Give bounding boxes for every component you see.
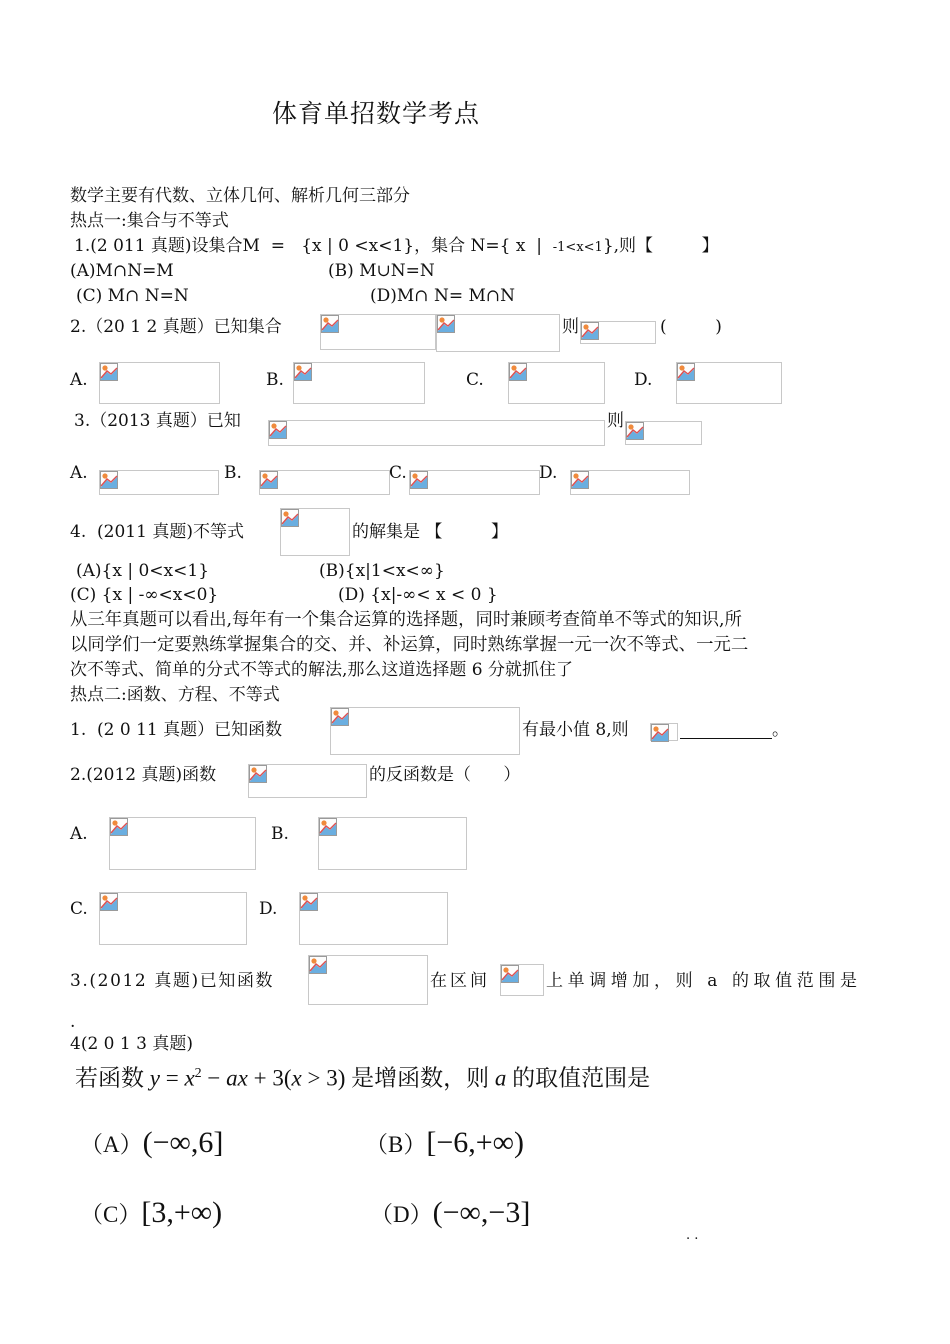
image-placeholder-icon <box>320 314 436 350</box>
image-placeholder-icon <box>99 362 220 404</box>
image-placeholder-icon <box>280 508 350 556</box>
image-placeholder-icon <box>259 470 390 495</box>
footer-dots: . . <box>686 1228 699 1243</box>
image-placeholder-icon <box>268 420 605 446</box>
image-placeholder-icon <box>580 321 656 344</box>
h1-q4-tail: 的解集是 【 】 <box>352 522 509 542</box>
image-placeholder-icon <box>99 470 219 495</box>
image-placeholder-icon <box>293 362 425 404</box>
h2-q3-tail: 上单调增加，则 a 的取值范围是 <box>546 971 862 991</box>
h2-q2-label-a: A. <box>70 824 88 844</box>
image-placeholder-icon <box>318 817 467 870</box>
image-placeholder-icon <box>248 764 367 798</box>
h1-q4-option-a: (A){x | 0<x<1} <box>76 561 210 581</box>
h2-q3-mid: 在区间 <box>430 971 490 991</box>
h2-q4-option-d: （D）(−∞,−3] <box>370 1196 531 1229</box>
h1-q2-label-a: A. <box>70 370 88 390</box>
h2-q2-label-d: D. <box>259 899 278 919</box>
h1-q1-stem: 1.(2 011 真题)设集合M = {x | 0 <x<1}，集合 N={ x | -1<x<1},则【 】 <box>74 236 719 256</box>
image-placeholder-icon <box>109 817 256 870</box>
image-placeholder-icon <box>308 955 428 1005</box>
image-placeholder-icon <box>299 892 448 945</box>
h2-q2-stem: 2.(2012 真题)函数 <box>70 765 217 785</box>
h1-q3-stem: 3.（2013 真题）已知 <box>74 411 241 431</box>
h1-q3-label-d: D. <box>539 463 558 483</box>
h1-q1-option-d: (D)M∩ N= M∩N <box>370 286 515 306</box>
h2-q2-tail: 的反函数是（ ） <box>369 765 521 785</box>
h1-q4-stem: 4. (2011 真题)不等式 <box>70 522 244 542</box>
h2-q1-mid: 有最小值 8,则 <box>522 720 629 740</box>
summary-line-2: 以同学们一定要熟练掌握集合的交、并、补运算，同时熟练掌握一元一次不等式、一元二 <box>70 635 749 655</box>
h1-q4-option-b: (B){x|1<x<∞} <box>319 561 445 581</box>
summary-line-3: 次不等式、简单的分式不等式的解法,那么这道选择题 6 分就抓住了 <box>70 660 574 680</box>
image-placeholder-icon <box>436 314 560 352</box>
h1-q3-label-a: A. <box>70 463 88 483</box>
h1-q3-then: 则 <box>607 411 624 431</box>
h1-q4-option-c: (C) {x | -∞<x<0} <box>70 585 219 605</box>
h1-q1-option-b: (B) M∪N=N <box>328 261 435 281</box>
h1-q2-then: 则 <box>562 317 579 337</box>
hotspot-2-heading: 热点二:函数、方程、不等式 <box>70 685 280 705</box>
image-placeholder-icon <box>99 892 247 945</box>
summary-line-1: 从三年真题可以看出,每年有一个集合运算的选择题，同时兼顾考查简单不等式的知识,所 <box>70 610 742 630</box>
h1-q2-label-b: B. <box>266 370 284 390</box>
h2-q4-stem: 若函数 $y = x^2$ − ax + 3(x > 3) 是增函数，则 a 的取值范围是 <box>75 1065 651 1091</box>
h2-q4-label: 4(2 0 1 3 真题) <box>70 1034 193 1054</box>
h1-q2-paren: ( ) <box>660 317 722 337</box>
h2-q4-option-a: （A）(−∞,6] <box>80 1126 224 1159</box>
image-placeholder-icon <box>500 964 544 996</box>
image-placeholder-icon <box>676 362 782 404</box>
image-placeholder-icon <box>625 421 702 445</box>
h1-q3-label-b: B. <box>224 463 242 483</box>
image-placeholder-icon <box>330 707 520 755</box>
page-title: 体育单招数学考点 <box>272 99 481 128</box>
h1-q2-label-d: D. <box>634 370 653 390</box>
h1-q2-stem: 2.（20 1 2 真题）已知集合 <box>70 317 282 337</box>
image-placeholder-icon <box>570 470 690 495</box>
h2-q3-stem: 3.(2012 真题)已知函数 <box>70 971 275 991</box>
h2-q4-option-b: （B）[−6,+∞) <box>365 1126 525 1159</box>
image-placeholder-icon <box>508 362 605 404</box>
h2-q1-stem: 1. (2 0 11 真题）已知函数 <box>70 720 283 740</box>
h1-q1-option-c: (C) M∩ N=N <box>76 286 189 306</box>
hotspot-1-heading: 热点一:集合与不等式 <box>70 211 229 231</box>
h1-q4-option-d: (D) {x|-∞< x < 0 } <box>338 585 498 605</box>
image-placeholder-icon <box>650 723 678 741</box>
h2-q2-label-b: B. <box>271 824 289 844</box>
answer-blank <box>680 738 772 739</box>
h2-q3-dot: . <box>70 1012 76 1032</box>
intro-text: 数学主要有代数、立体几何、解析几何三部分 <box>70 186 410 206</box>
h1-q1-option-a: (A)M∩N=M <box>70 261 174 281</box>
image-placeholder-icon <box>409 470 540 495</box>
h2-q4-option-c: （C）[3,+∞) <box>80 1196 223 1229</box>
h1-q3-label-c: C. <box>389 463 407 483</box>
h2-q1-end: 。 <box>772 720 789 740</box>
h2-q2-label-c: C. <box>70 899 88 919</box>
h1-q2-label-c: C. <box>466 370 484 390</box>
